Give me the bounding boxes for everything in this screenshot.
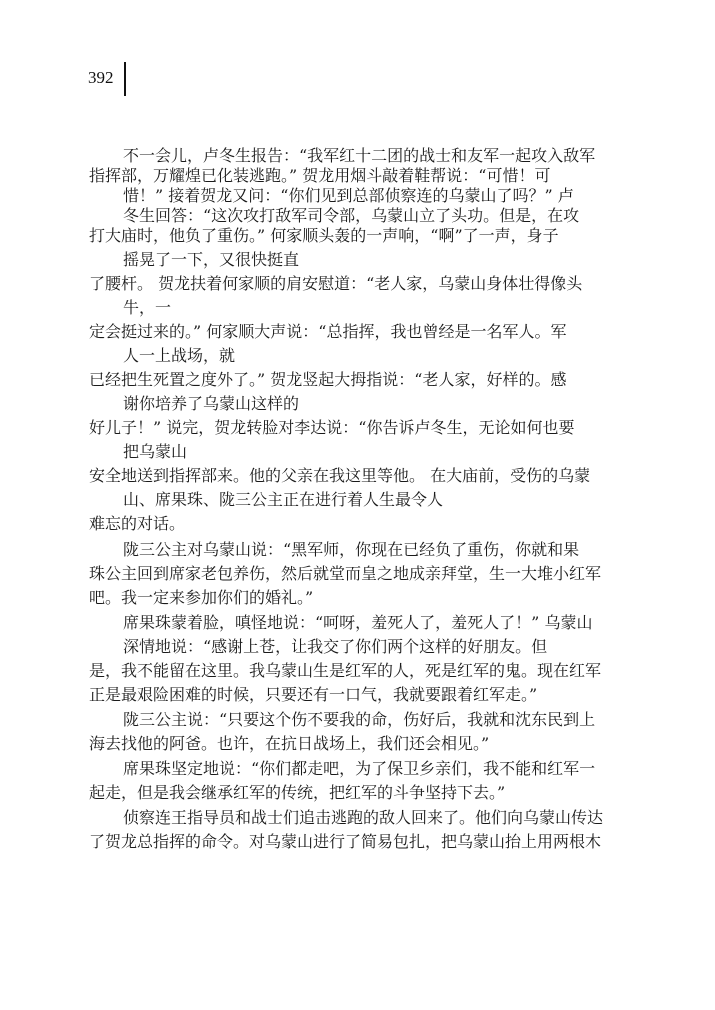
page-number: 392 <box>88 68 114 87</box>
text-line: 难忘的对话。 <box>89 514 186 533</box>
text-line: 冬生回答：“这次攻打敌军司令部，乌蒙山立了头功。但是，在攻 <box>123 206 580 225</box>
text-line: 谢你培养了乌蒙山这样的 <box>123 394 300 413</box>
text-line: 牛，一 <box>123 298 172 317</box>
text-line: 侦察连王指导员和战士们追击逃跑的敌人回来了。他们向乌蒙山传达 <box>123 808 604 827</box>
text-line: 起走，但是我会继承红军的传统，把红军的斗争坚持下去。” <box>89 783 506 802</box>
text-line: 了贺龙总指挥的命令。对乌蒙山进行了简易包扎，把乌蒙山抬上用两根木 <box>89 832 602 851</box>
text-line: 了腰杆。 贺龙扶着何家顺的肩安慰道：“老人家，乌蒙山身体壮得像头 <box>89 274 583 293</box>
text-line: 指挥部，万耀煌已化装逃跑。” 贺龙用烟斗敲着鞋帮说：“可惜！可 <box>89 166 551 185</box>
text-line: 好儿子！” 说完，贺龙转脸对李达说：“你告诉卢冬生，无论如何也要 <box>89 418 575 437</box>
text-line: 是，我不能留在这里。我乌蒙山生是红军的人，死是红军的鬼。现在红军 <box>89 661 602 680</box>
text-line: 海去找他的阿爸。也许，在抗日战场上，我们还会相见。” <box>89 734 490 753</box>
text-line: 已经把生死置之度外了。” 贺龙竖起大拇指说：“老人家，好样的。感 <box>89 370 567 389</box>
text-line: 惜！” 接着贺龙又问：“你们见到总部侦察连的乌蒙山了吗？” 卢 <box>123 186 574 205</box>
text-line: 人一上战场，就 <box>123 346 236 365</box>
text-line: 山、席果珠、陇三公主正在进行着人生最令人 <box>123 490 444 509</box>
text-line: 深情地说：“感谢上苍，让我交了你们两个这样的好朋友。但 <box>123 637 548 656</box>
text-line: 陇三公主对乌蒙山说：“黑军师，你现在已经负了重伤，你就和果 <box>123 540 580 559</box>
text-line: 席果珠蒙着脸，嗔怪地说：“呵呀，羞死人了，羞死人了！” 乌蒙山 <box>123 613 593 632</box>
text-line: 摇晃了一下，又很快挺直 <box>123 250 300 269</box>
text-line: 珠公主回到席家老包养伤，然后就堂而皇之地成亲拜堂，生一大堆小红军 <box>89 564 602 583</box>
text-line: 打大庙时，他负了重伤。” 何家顺头轰的一声响，“啊”了一声，身子 <box>89 226 559 245</box>
text-line: 安全地送到指挥部来。他的父亲在我这里等他。 在大庙前，受伤的乌蒙 <box>89 466 591 485</box>
text-line: 把乌蒙山 <box>123 442 188 461</box>
text-line: 陇三公主说：“只要这个伤不要我的命，伤好后，我就和沈东民到上 <box>123 710 596 729</box>
text-line: 吧。我一定来参加你们的婚礼。” <box>89 588 314 607</box>
text-line: 正是最艰险困难的时候，只要还有一口气，我就要跟着红军走。” <box>89 685 538 704</box>
text-line: 定会挺过来的。” 何家顺大声说：“总指挥，我也曾经是一名军人。军 <box>89 322 567 341</box>
text-line: 席果珠坚定地说：“你们都走吧，为了保卫乡亲们，我不能和红军一 <box>123 759 596 778</box>
text-line: 不一会儿，卢冬生报告：“我军红十二团的战士和友军一起攻入敌军 <box>123 146 596 165</box>
